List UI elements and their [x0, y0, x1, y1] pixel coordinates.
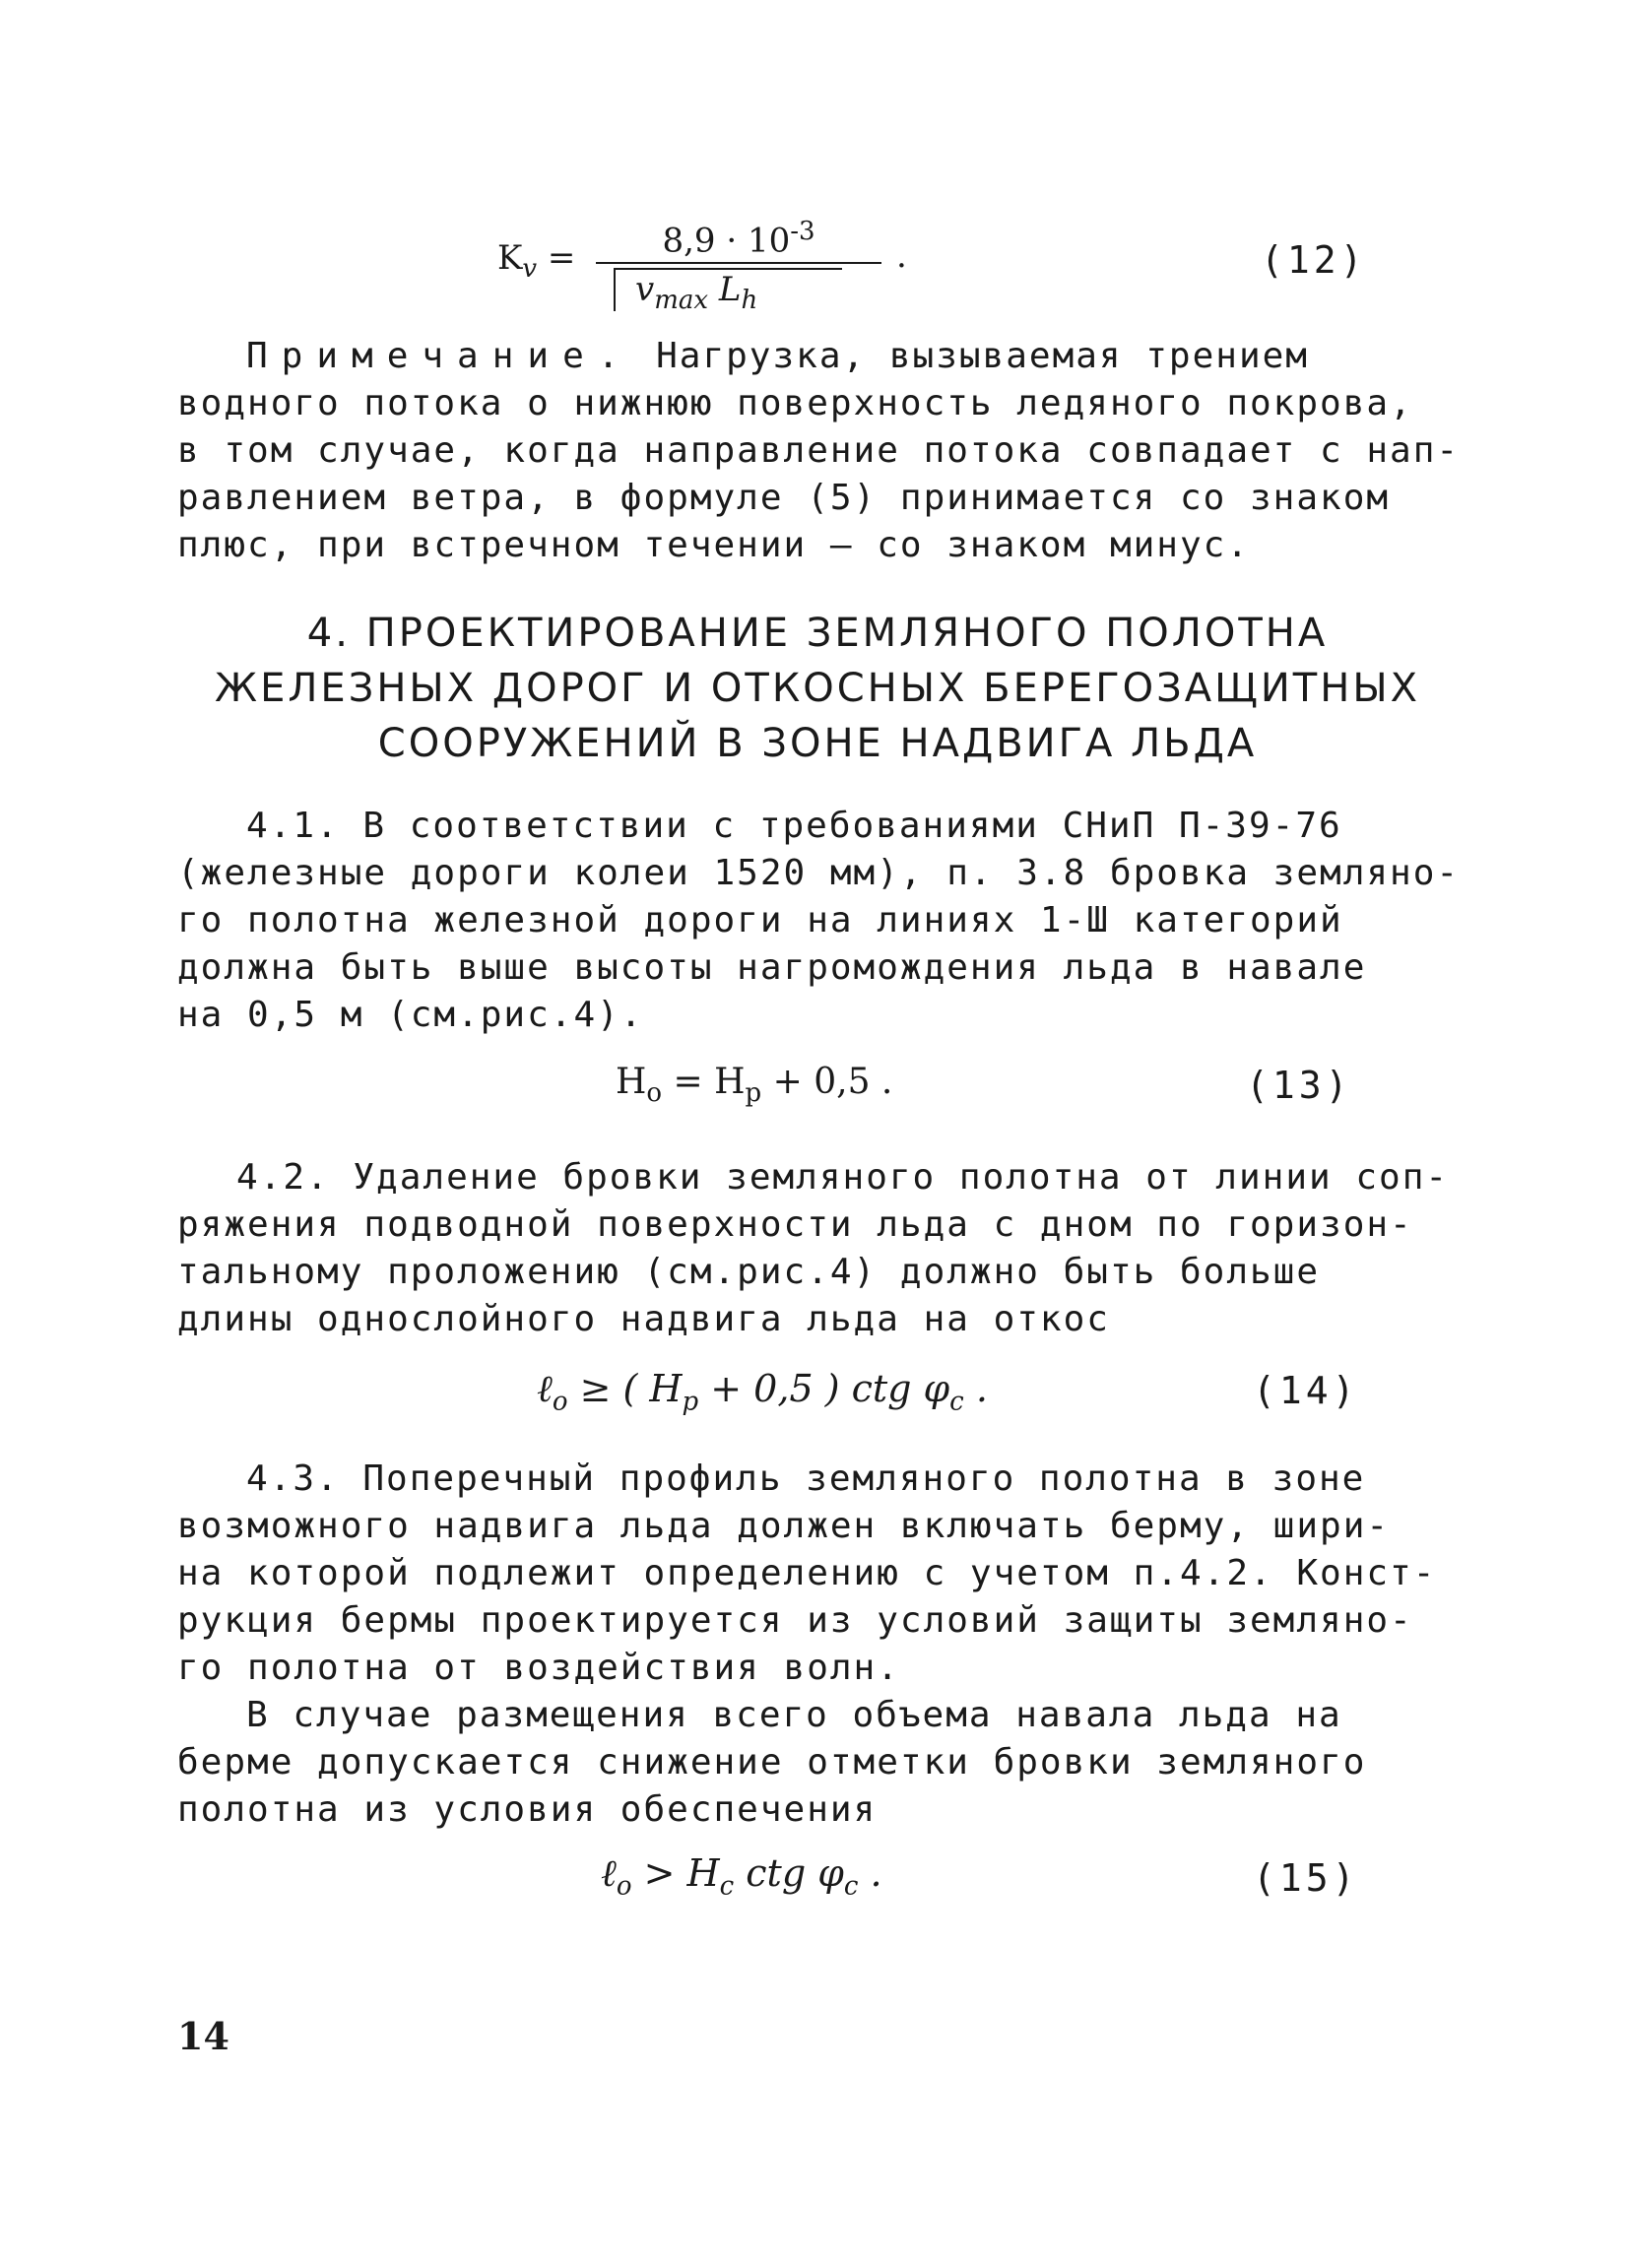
formula-12-lhs: K [497, 238, 523, 278]
equation-number-14: (14) [1253, 1369, 1359, 1412]
paragraph-4-2: 4.2. Удаление бровки земляного полотна от линии соп- ряжения подводной поверхности льда с дном по горизон- тальному проложению (см.рис.4) должно быть больше длины однослойного надвига льда на откос [177, 1157, 1450, 1339]
section-heading: 4. ПРОЕКТИРОВАНИЕ ЗЕМЛЯНОГО ПОЛОТНА ЖЕЛЕЗНЫХ ДОРОГ И ОТКОСНЫХ БЕРЕГОЗАЩИТНЫХ СООРУЖЕНИЙ В ЗОНЕ НАДВИГА ЛЬДА [214, 611, 1421, 766]
note-paragraph: Примечание. Нагрузка, вызываемая трением водного потока о нижнюю поверхность ледяного покрова, в том случае, когда направление потока совпадает с нап- равлением ветра, в формуле (5) принимается со знаком плюс, при встречном течении – со знаком минус. [177, 336, 1461, 565]
paragraph-4-1: 4.1. В соответствии с требованиями СНиП П-39-76 (железные дороги колеи 1520 мм), п. 3.8 бровка земляно- го полотна железной дороги на линиях 1-Ш категорий должна быть выше высоты нагромождения льда в навале на 0,5 м (см.рис.4). [177, 806, 1461, 1035]
page-number: 14 [177, 2014, 229, 2058]
sqrt-sign [614, 268, 623, 311]
formula-13: $H_o = H_p + 0,5$ . [616, 1062, 893, 1109]
formula-12-numerator: $8,9 \cdot 10^{-3}$ [662, 217, 815, 261]
fraction-bar [596, 262, 881, 264]
formula-12-denominator: $v_{max}$ $L_h$ [635, 270, 758, 315]
paragraph-berm: В случае размещения всего объема навала льда на берме допускается снижение отметки бровки земляного полотна из условия обеспечения [177, 1695, 1367, 1830]
formula-14: ℓ$_o$ ≥ ( $H_p + 0,5$ ) ctg $\varphi_c$ . [537, 1367, 988, 1417]
formula-15: ℓ$_o$ > $H_c$ ctg $\varphi_c$ . [601, 1851, 882, 1902]
equation-number-15: (15) [1253, 1856, 1359, 1900]
equation-number-12: (12) [1261, 238, 1367, 282]
equation-number-13: (13) [1246, 1064, 1352, 1107]
paragraph-4-3: 4.3. Поперечный профиль земляного полотна в зоне возможного надвига льда должен включать берму, шири- на которой подлежит определению с учетом п.4.2. Конст- рукция бермы проектируется из условий защиты земляно- го полотна от воздействия волн. [177, 1458, 1437, 1688]
formula-12: $K_v$ = $8,9 \cdot 10^{-3}$ $v_{max}$ $L_h$ . [497, 217, 907, 315]
note-label: Примечание. [246, 336, 633, 376]
